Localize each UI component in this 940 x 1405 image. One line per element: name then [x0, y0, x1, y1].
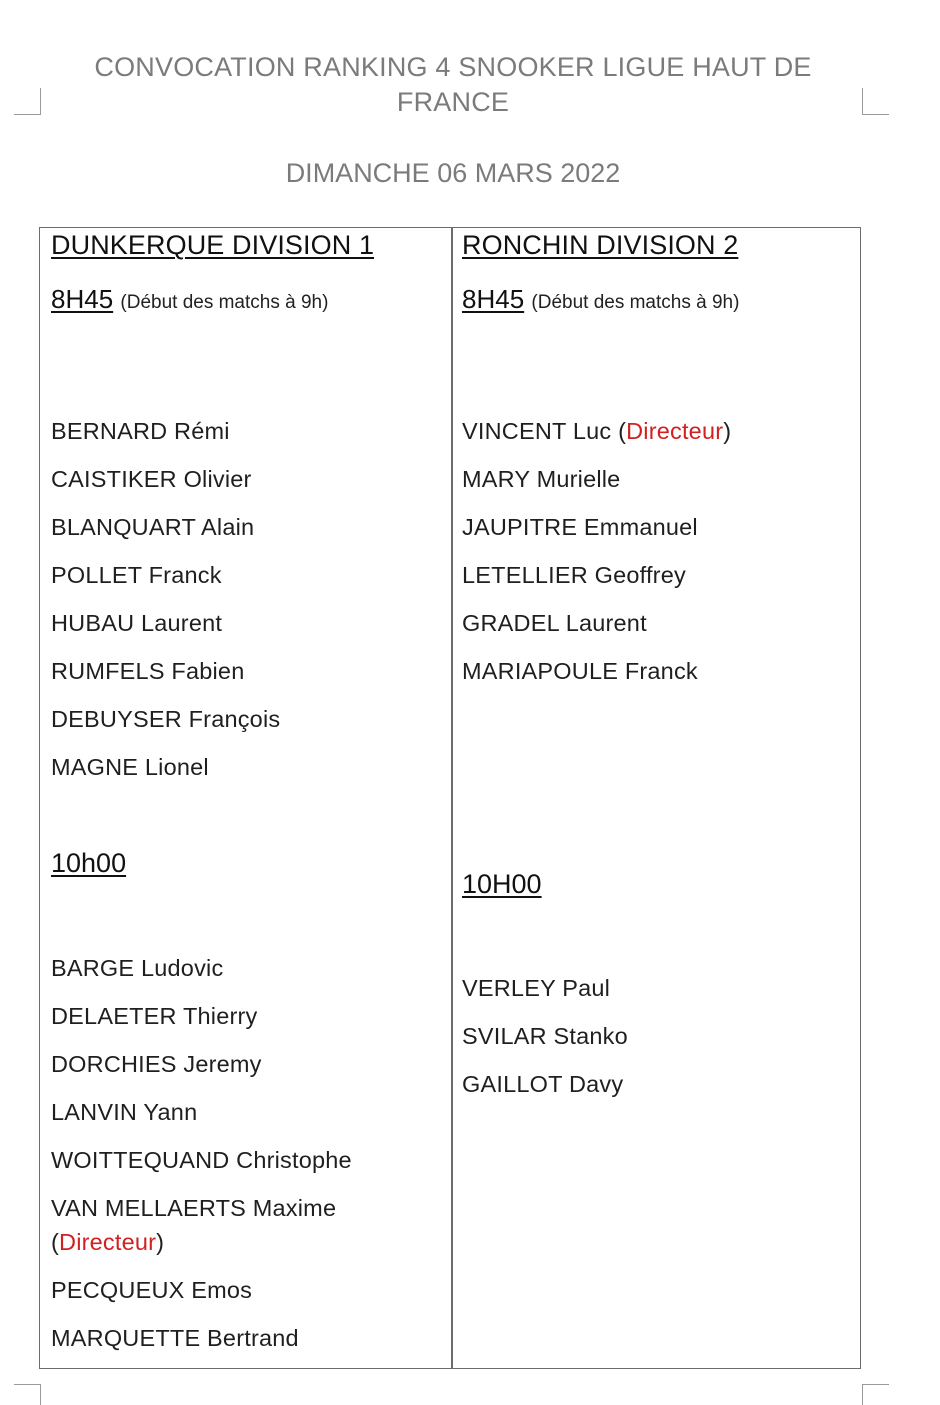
list-item: BLANQUART Alain	[51, 514, 255, 540]
list-item: VERLEY Paul	[462, 975, 611, 1001]
left-session1-time-row	[51, 284, 328, 315]
right-column-heading: RONCHIN DIVISION 2	[462, 230, 739, 260]
crop-mark-top-left	[14, 88, 41, 115]
list-item: MARQUETTE Bertrand	[51, 1325, 299, 1351]
right-session1-time-row	[462, 284, 739, 315]
list-item: DELAETER Thierry	[51, 1003, 258, 1029]
list-item	[462, 418, 731, 445]
director-paren-close: )	[156, 1229, 165, 1255]
list-item: BARGE Ludovic	[51, 955, 224, 981]
list-item: GAILLOT Davy	[462, 1071, 624, 1097]
crop-mark-top-right	[862, 88, 889, 115]
convocation-table	[39, 227, 861, 1369]
right-session2-time: 10H00	[462, 869, 542, 899]
director-tag	[51, 1229, 164, 1256]
director-paren-open: (	[611, 418, 627, 444]
crop-mark-bottom-right	[862, 1384, 889, 1405]
document-title: CONVOCATION RANKING 4 SNOOKER LIGUE HAUT DE FRANCE	[94, 52, 812, 117]
right-session1-time: 8H45	[462, 284, 525, 314]
list-item: BERNARD Rémi	[51, 418, 230, 444]
director-label: Directeur	[626, 418, 724, 444]
document-date: DIMANCHE 06 MARS 2022	[285, 158, 621, 188]
list-item: MAGNE Lionel	[51, 754, 209, 780]
right-session1-note: (Début des matchs à 9h)	[531, 292, 740, 313]
director-paren-open: (	[51, 1229, 60, 1255]
list-item: WOITTEQUAND Christophe	[51, 1147, 352, 1173]
left-column-heading: DUNKERQUE DIVISION 1	[51, 230, 375, 260]
column-divider	[451, 228, 453, 1368]
list-item: RUMFELS Fabien	[51, 658, 245, 684]
list-item: MARIAPOULE Franck	[462, 658, 698, 684]
list-item: DEBUYSER François	[51, 706, 281, 732]
left-session1-note: (Début des matchs à 9h)	[120, 292, 329, 313]
left-session1-time: 8H45	[51, 284, 114, 314]
list-item: HUBAU Laurent	[51, 610, 223, 636]
list-item: PECQUEUX Emos	[51, 1277, 253, 1303]
list-item: VAN MELLAERTS Maxime	[51, 1195, 337, 1221]
director-label: Directeur	[59, 1229, 157, 1255]
list-item: SVILAR Stanko	[462, 1023, 628, 1049]
list-item: LETELLIER Geoffrey	[462, 562, 686, 588]
list-item: POLLET Franck	[51, 562, 222, 588]
left-session2-time: 10h00	[51, 848, 127, 878]
list-item: JAUPITRE Emmanuel	[462, 514, 698, 540]
director-paren-close: )	[723, 418, 732, 444]
list-item: CAISTIKER Olivier	[51, 466, 252, 492]
list-item: LANVIN Yann	[51, 1099, 198, 1125]
player-name: VINCENT Luc	[462, 418, 612, 444]
list-item: MARY Murielle	[462, 466, 621, 492]
crop-mark-bottom-left	[14, 1384, 41, 1405]
list-item: DORCHIES Jeremy	[51, 1051, 262, 1077]
list-item: GRADEL Laurent	[462, 610, 647, 636]
